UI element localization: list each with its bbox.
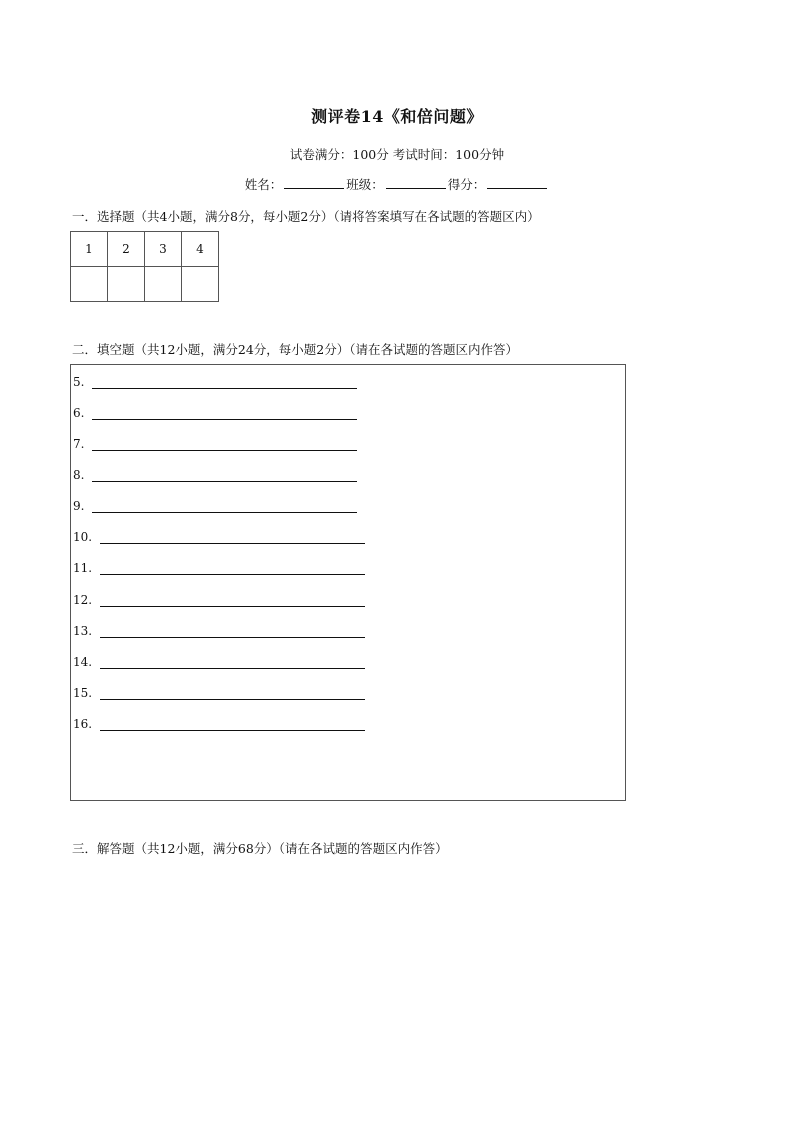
student-info-row — [0, 175, 794, 193]
fill-item-blank[interactable] — [100, 687, 365, 700]
fill-item-blank[interactable] — [92, 376, 357, 389]
class-blank[interactable] — [386, 176, 446, 189]
answer-grid-answer-row — [71, 267, 219, 302]
answer-cell[interactable] — [71, 267, 108, 302]
fill-item-number: 11. — [73, 561, 93, 575]
answer-grid-header-cell: 3 — [145, 232, 182, 267]
fill-item — [73, 468, 357, 482]
section-solve-heading: 三．解答题（共12小题，满分68分）（请在各试题的答题区内作答） — [72, 841, 448, 856]
fill-item — [73, 406, 357, 420]
class-label: 班级： — [346, 177, 384, 192]
fill-item-number: 6. — [73, 406, 85, 420]
fill-item — [73, 655, 365, 669]
answer-cell[interactable] — [108, 267, 145, 302]
fill-item-number: 8. — [73, 468, 85, 482]
fill-item-number: 9. — [73, 499, 85, 513]
fill-item — [73, 717, 365, 731]
answer-grid-header-cell: 4 — [182, 232, 219, 267]
fill-item-blank[interactable] — [100, 718, 365, 731]
score-blank[interactable] — [487, 176, 547, 189]
choice-answer-grid — [70, 231, 219, 302]
fill-item — [73, 561, 365, 575]
fill-item-number: 5. — [73, 375, 85, 389]
answer-grid-header-cell: 1 — [71, 232, 108, 267]
fill-item-blank[interactable] — [92, 407, 357, 420]
fill-item-number: 14. — [73, 655, 93, 669]
fill-item-blank[interactable] — [100, 625, 365, 638]
fill-item — [73, 437, 357, 451]
fill-item — [73, 593, 365, 607]
section-choice-heading: 一．选择题（共4小题，满分8分，每小题2分）（请将答案填写在各试题的答题区内） — [72, 209, 540, 224]
fill-item-number: 12. — [73, 593, 93, 607]
name-blank[interactable] — [284, 176, 344, 189]
name-label: 姓名： — [244, 177, 283, 192]
fill-item — [73, 624, 365, 638]
answer-grid-header-row — [71, 232, 219, 267]
page-title: 测评卷14《和倍问题》 — [311, 107, 483, 126]
fill-item — [73, 375, 357, 389]
answer-cell[interactable] — [182, 267, 219, 302]
fill-item-number: 16. — [73, 717, 93, 731]
fill-item — [73, 686, 365, 700]
fill-item-number: 13. — [73, 624, 93, 638]
answer-grid-header-cell: 2 — [108, 232, 145, 267]
section-fill-heading: 二．填空题（共12小题，满分24分，每小题2分）（请在各试题的答题区内作答） — [72, 342, 519, 357]
fill-answer-box — [70, 364, 626, 801]
fill-item-blank[interactable] — [100, 594, 365, 607]
fill-item-number: 10. — [73, 530, 93, 544]
fill-item-blank[interactable] — [92, 500, 357, 513]
fill-item-blank[interactable] — [92, 469, 357, 482]
fill-item — [73, 530, 365, 544]
fill-item — [73, 499, 357, 513]
fill-item-blank[interactable] — [100, 656, 365, 669]
exam-subtitle: 试卷满分：100分 考试时间：100分钟 — [289, 147, 505, 162]
fill-item-number: 7. — [73, 437, 85, 451]
score-label: 得分： — [447, 177, 486, 192]
fill-item-blank[interactable] — [100, 562, 365, 575]
fill-item-number: 15. — [73, 686, 93, 700]
answer-cell[interactable] — [145, 267, 182, 302]
fill-item-blank[interactable] — [92, 438, 357, 451]
fill-item-blank[interactable] — [100, 531, 365, 544]
